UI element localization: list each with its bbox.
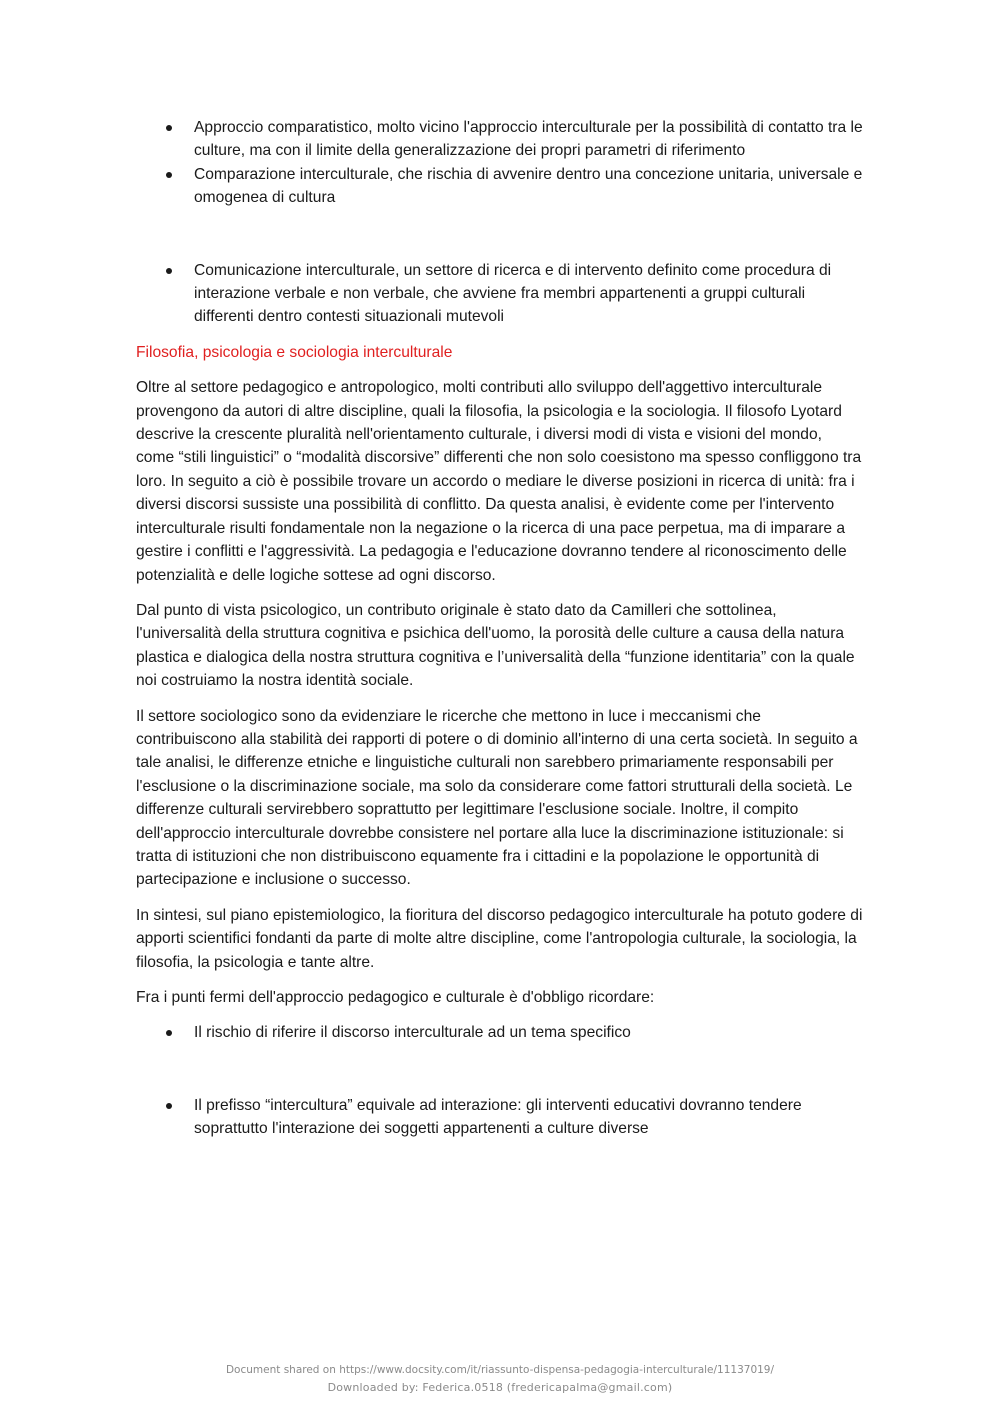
- list-item-text: Il rischio di riferire il discorso interculturale ad un tema specifico: [194, 1024, 631, 1042]
- footer-download-notice: Downloaded by: Federica.0518 (fredericapalma@gmail.com): [327, 1381, 673, 1394]
- list-item: [136, 116, 864, 163]
- list-item: [136, 163, 864, 210]
- document-body: [136, 116, 864, 1141]
- paragraph: Dal punto di vista psicologico, un contributo originale è stato dato da Camilleri che sottolinea, l'universalità della struttura cognitiva e psichica dell'uomo, la porosità delle culture a causa della natura plastica e dialogica della nostra struttura cognitiva e l’universalità della “funzione identitaria” con la quale noi costruiamo la nostra identità sociale.: [136, 601, 855, 690]
- list-spacer: [136, 210, 864, 259]
- bullet-icon: [166, 1103, 172, 1109]
- paragraph: Fra i punti fermi dell'approccio pedagogico e culturale è d'obbligo ricordare:: [136, 989, 655, 1006]
- bullet-icon: [166, 1030, 172, 1036]
- list-item-text: Comparazione interculturale, che rischia di avvenire dentro una concezione unitaria, universale e omogenea di cultura: [194, 165, 863, 207]
- list-item: [136, 1021, 864, 1044]
- section-heading: Filosofia, psicologia e sociologia interculturale: [136, 343, 453, 361]
- paragraph: Il settore sociologico sono da evidenziare le ricerche che mettono in luce i meccanismi che contribuiscono alla stabilità dei rapporti di potere o di dominio all'interno di una certa società. In seguito a tale analisi, le differenze etniche e linguistiche culturali non sarebbero primariamente responsabili per l'esclusione o la discriminazione sociale, ma solo da considerare come fattori strutturali della società. Le differenze culturali servirebbero soprattutto per legittimare l'esclusione sociale. Inoltre, il compito dell'approccio interculturale dovrebbe consistere nel portare alla luce la discriminazione istituzionale: si tratta di istituzioni che non distribuiscono equamente fra i cittadini e la popolazione le opportunità di partecipazione e inclusione o successo.: [136, 707, 858, 889]
- list-item-text: Approccio comparatistico, molto vicino l'approccio interculturale per la possibilità di contatto tra le culture, ma con il limite della generalizzazione dei propri parametri di riferimento: [194, 119, 863, 160]
- bullet-list-bottom: [136, 1021, 864, 1140]
- paragraph: In sintesi, sul piano epistemiologico, la fioritura del discorso pedagogico interculturale ha potuto godere di apporti scientifici fondanti da parte di molte altre discipline, come l'antropologia culturale, la sociologia, la filosofia, la psicologia e tante altre.: [136, 906, 863, 971]
- bullet-icon: [166, 172, 172, 178]
- list-item: [136, 259, 864, 329]
- list-item: [136, 1094, 864, 1141]
- paragraph: Oltre al settore pedagogico e antropologico, molti contributi allo sviluppo dell'aggettivo interculturale provengono da autori di altre discipline, quali la filosofia, la psicologia e la sociologia. Il filosofo Lyotard descrive la crescente pluralità nell'orientamento culturale, i diversi modi di vista e visioni del mondo, come “stili linguistici” o “modalità discorsive” differenti che non solo coesistono ma spesso confliggono tra loro. In seguito a ciò è possibile trovare un accordo o mediare le diverse posizioni in ricerca di unità: fra i diversi discorsi sussiste una possibilità di conflitto. Da questa analisi, è evidente come per l'intervento interculturale risulti fondamentale non la negazione o la ricerca di una pace perpetua, ma di imparare a gestire i conflitti e l'aggressività. La pedagogia e l'educazione dovranno tendere al riconoscimento delle potenzialità e delle logiche sottese ad ogni discorso.: [136, 379, 862, 584]
- bullet-list-top: [136, 116, 864, 329]
- footer-shared-notice: Document shared on https://www.docsity.com/it/riassunto-dispensa-pedagogia-interculturale/11137019/: [225, 1364, 775, 1376]
- bullet-icon: [166, 125, 172, 131]
- list-spacer: [136, 1045, 864, 1094]
- bullet-icon: [166, 268, 172, 274]
- list-item-text: Il prefisso “intercultura” equivale ad interazione: gli interventi educativi dovranno tendere soprattutto l'interazione dei soggetti appartenenti a culture diverse: [194, 1096, 802, 1138]
- list-item-text: Comunicazione interculturale, un settore di ricerca e di intervento definito come procedura di interazione verbale e non verbale, che avviene fra membri appartenenti a gruppi culturali differenti dentro contesti situazionali mutevoli: [194, 261, 832, 326]
